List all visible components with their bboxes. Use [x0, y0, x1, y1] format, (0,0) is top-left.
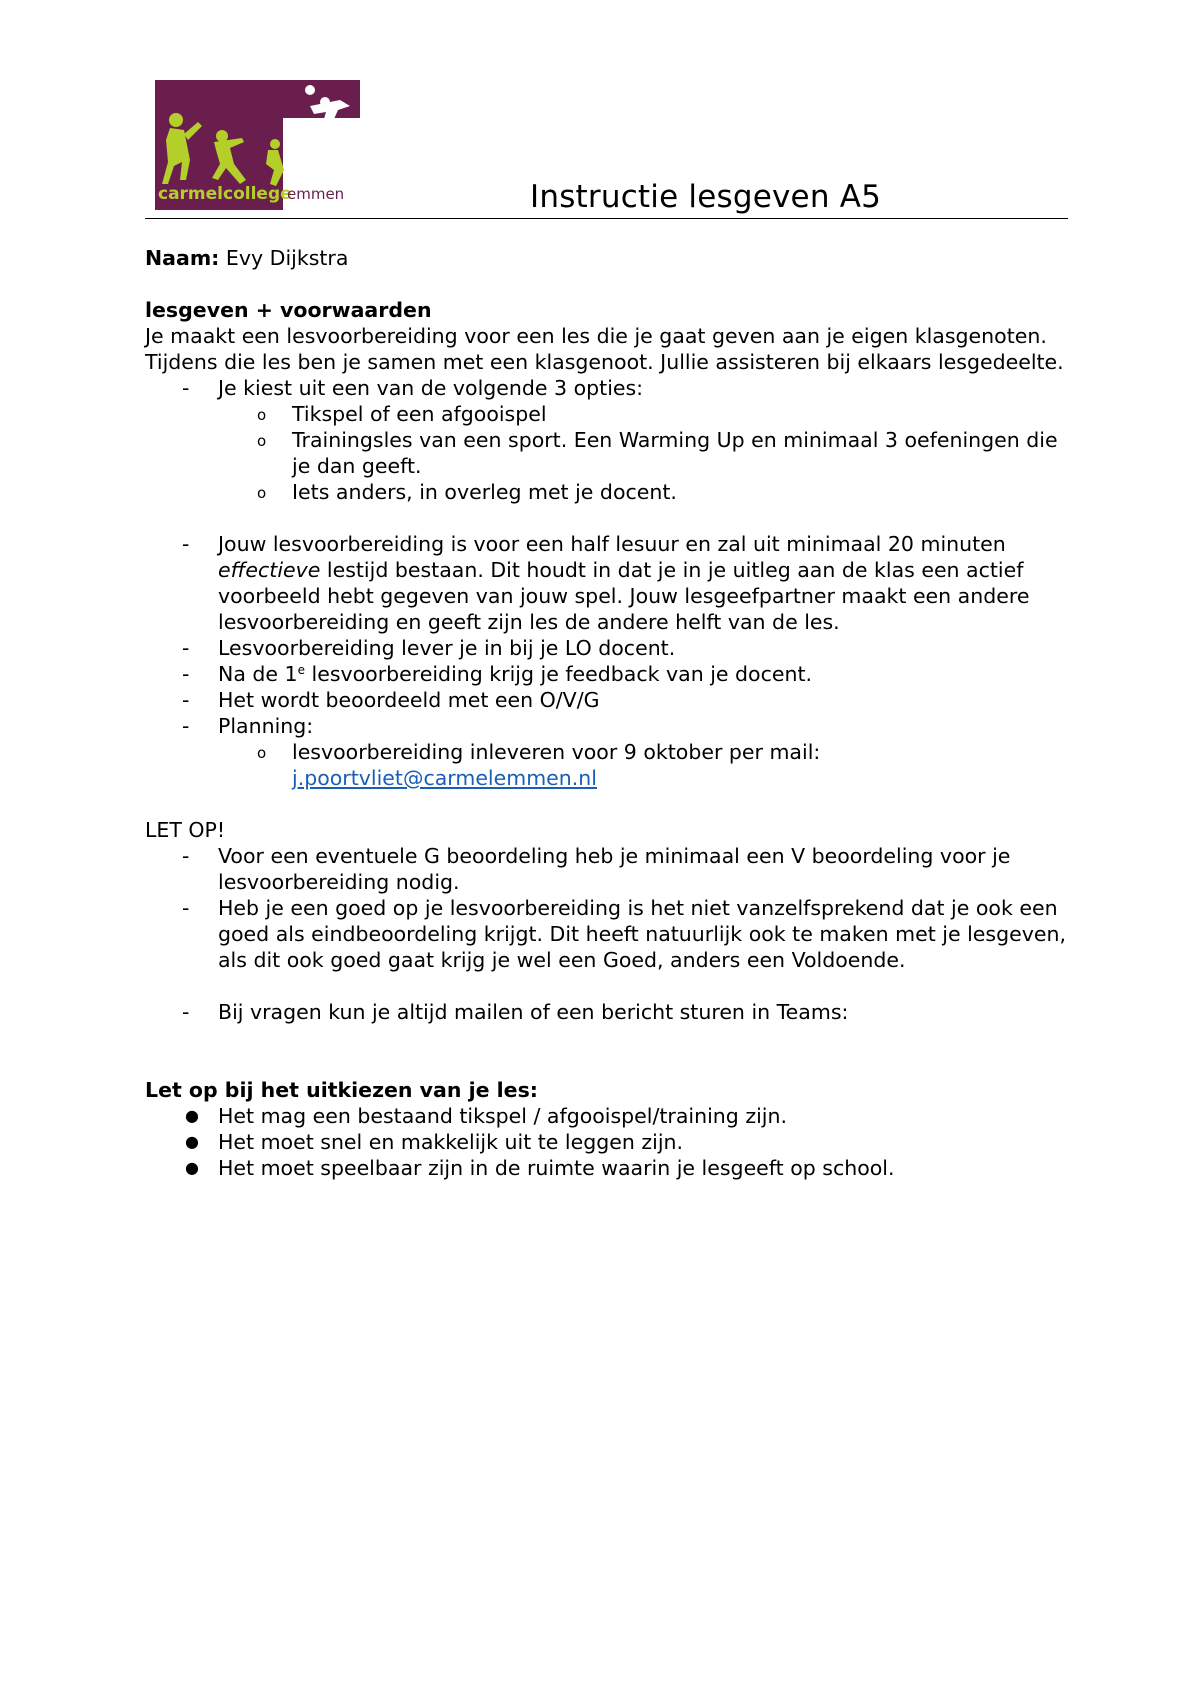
let-op-item-2: Heb je een goed op je lesvoorbereiding is het niet vanzelfsprekend dat je ook een goed als eindbeoordeling krijgt. Dit heeft natuurlijk ook te maken met je lesgeven, als dit ook goed gaat krijg je wel een Goed, anders een Voldoende. [218, 896, 1066, 972]
uitkiezen-item-1: Het mag een bestaand tikspel / afgooispel/training zijn. [218, 1104, 787, 1128]
grading-text: Het wordt beoordeeld met een O/V/G [218, 688, 600, 712]
hand-in-text: Lesvoorbereiding lever je in bij je LO docent. [218, 636, 676, 660]
planning-item: o lesvoorbereiding inleveren voor 9 oktober per mail: j.poortvliet@carmelemmen.nl [145, 739, 1070, 791]
feedback-text [145, 661, 1070, 687]
intro-paragraph-1: Je maakt een lesvoorbereiding voor een les die je gaat geven aan je eigen klasgenoten. [145, 324, 1047, 348]
school-logo [150, 80, 360, 210]
list-item: - Planning: [145, 713, 1070, 739]
list-item: - Voor een eventuele G beoordeling heb je minimaal een V beoordeling voor je lesvoorbereiding nodig. [145, 843, 1070, 895]
option-3: Iets anders, in overleg met je docent. [292, 480, 677, 504]
document-body [145, 245, 1070, 1181]
option-1: Tikspel of een afgooispel [292, 402, 547, 426]
intro-paragraph-2: Tijdens die les ben je samen met een klasgenoot. Jullie assisteren bij elkaars lesgedeelte. [145, 350, 1064, 374]
list-item: - Het wordt beoordeeld met een O/V/G [145, 687, 1070, 713]
option-item: o Tikspel of een afgooispel [145, 401, 1070, 427]
bullet-item: ● Het moet snel en makkelijk uit te leggen zijn. [145, 1129, 1070, 1155]
feedback-sup: e [297, 663, 305, 677]
header-divider [145, 218, 1068, 219]
let-op-item-3: Bij vragen kun je altijd mailen of een bericht sturen in Teams: [218, 1000, 849, 1024]
preparation-description [145, 531, 1070, 635]
feedback-b: lesvoorbereiding krijg je feedback van je docent. [305, 662, 813, 686]
name-label: Naam: [145, 246, 220, 270]
bullet-item: ● Het mag een bestaand tikspel / afgooispel/training zijn. [145, 1103, 1070, 1129]
name-line [145, 245, 1070, 271]
let-op-item-1: Voor een eventuele G beoordeling heb je minimaal een V beoordeling voor je lesvoorbereiding nodig. [218, 844, 1011, 894]
list-item: - Na de 1e lesvoorbereiding krijg je feedback van je docent. [145, 661, 1070, 687]
prep-text-a: Jouw lesvoorbereiding is voor een half lesuur en zal uit minimaal 20 minuten [218, 532, 1006, 556]
logo-text-left: carmelcollege [158, 184, 292, 204]
planning-deadline [145, 739, 1070, 791]
bullet-item: ● Het moet speelbaar zijn in de ruimte waarin je lesgeeft op school. [145, 1155, 1070, 1181]
prep-emphasis: effectieve [218, 558, 321, 582]
list-item: - Bij vragen kun je altijd mailen of een bericht sturen in Teams: [145, 999, 1070, 1025]
option-item: o Iets anders, in overleg met je docent. [145, 479, 1070, 505]
list-item: - Heb je een goed op je lesvoorbereiding is het niet vanzelfsprekend dat je ook een goed als eindbeoordeling krijgt. Dit heeft natuurlijk ook te maken met je lesgeven, als dit ook goed gaat krijg je wel een Goed, anders een Voldoende. [145, 895, 1070, 973]
uitkiezen-item-2: Het moet snel en makkelijk uit te leggen zijn. [218, 1130, 684, 1154]
list-item: - Lesvoorbereiding lever je in bij je LO docent. [145, 635, 1070, 661]
section-heading-uitkiezen: Let op bij het uitkiezen van je les: [145, 1078, 538, 1102]
planning-text: lesvoorbereiding inleveren voor 9 oktober per mail: [292, 740, 821, 764]
option-item: o Trainingsles van een sport. Een Warming Up en minimaal 3 oefeningen die je dan geeft. [145, 427, 1070, 479]
prep-text-b: lestijd bestaan. Dit houdt in dat je in je uitleg aan de klas een actief voorbeeld hebt gegeven van jouw spel. Jouw lesgeefpartner maakt een andere lesvoorbereiding en geeft zijn les de andere helft van de les. [218, 558, 1030, 634]
list-item: - Je kiest uit een van de volgende 3 opties: [145, 375, 1070, 401]
section-heading-let-op: LET OP! [145, 818, 226, 842]
uitkiezen-item-3: Het moet speelbaar zijn in de ruimte waarin je lesgeeft op school. [218, 1156, 895, 1180]
planning-label: Planning: [218, 714, 314, 738]
name-value: Evy Dijkstra [225, 246, 349, 270]
feedback-a: Na de 1 [218, 662, 298, 686]
option-2: Trainingsles van een sport. Een Warming Up en minimaal 3 oefeningen die je dan geeft. [292, 428, 1058, 478]
list-item: - Jouw lesvoorbereiding is voor een half lesuur en zal uit minimaal 20 minuten effectieve lestijd bestaan. Dit houdt in dat je in je uitleg aan de klas een actief voorbeeld hebt gegeven van jouw spel. Jouw lesgeefpartner maakt een andere lesvoorbereiding en geeft zijn les de andere helft van de les. [145, 531, 1070, 635]
section-heading-lesgeven: lesgeven + voorwaarden [145, 298, 432, 322]
logo-text-right: emmen [287, 185, 345, 203]
email-link[interactable]: j.poortvliet@carmelemmen.nl [292, 766, 597, 790]
page-title: Instructie lesgeven A5 [530, 179, 882, 215]
choice-intro: Je kiest uit een van de volgende 3 opties: [218, 376, 644, 400]
